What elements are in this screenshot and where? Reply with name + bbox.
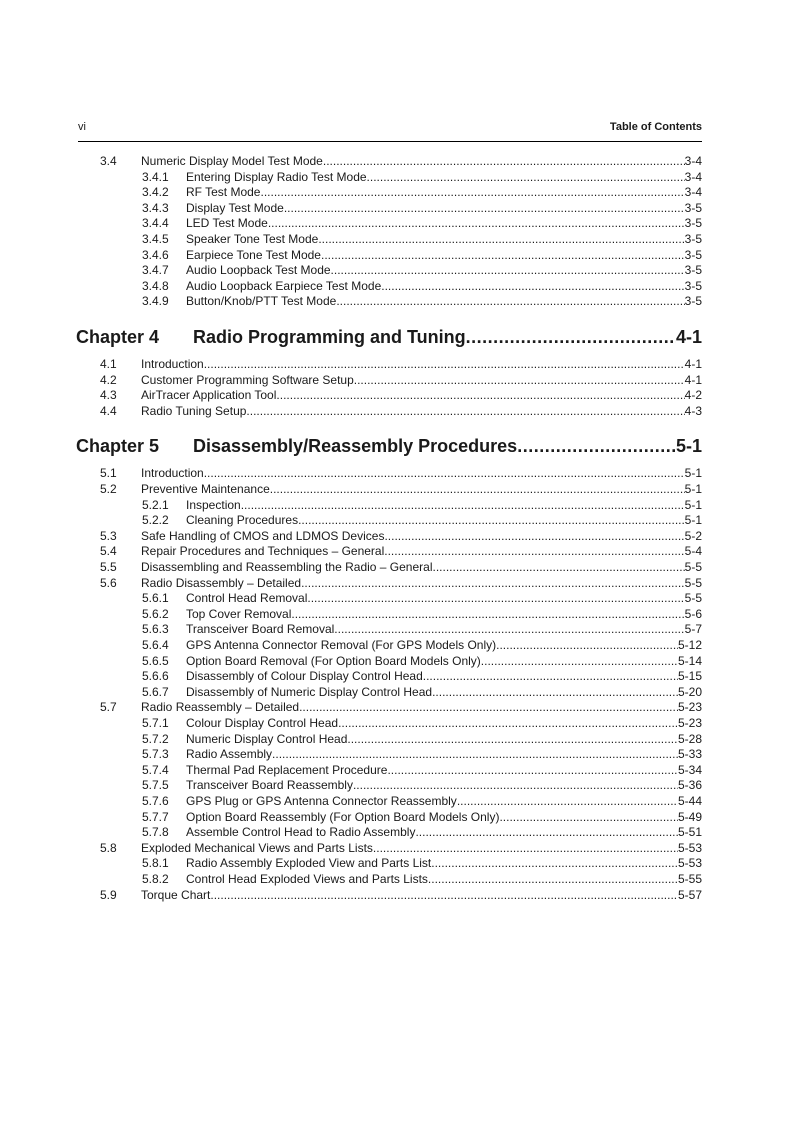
toc-subsection-entry[interactable] [0, 232, 793, 247]
section-title: Exploded Mechanical Views and Parts Lists [141, 840, 373, 855]
section-number: 5.2.2 [142, 513, 169, 528]
entry-line [186, 747, 702, 762]
section-page-number: 5-33 [677, 747, 702, 762]
toc-subsection-entry[interactable] [0, 732, 793, 747]
toc-subsection-entry[interactable] [0, 498, 793, 513]
dot-leader [336, 294, 684, 309]
entry-line [186, 248, 702, 263]
dot-leader [423, 669, 678, 684]
entry-line [186, 732, 702, 747]
dot-leader [347, 732, 678, 747]
dot-leader [301, 576, 685, 591]
toc-subsection-entry[interactable] [0, 763, 793, 778]
dot-leader [499, 810, 678, 825]
chapter-label: Chapter 4 [76, 327, 160, 347]
section-title: Torque Chart [141, 887, 211, 902]
section-title: Audio Loopback Test Mode [186, 263, 331, 278]
section-number: 3.4.4 [142, 216, 169, 231]
chapter-label: Chapter 5 [76, 436, 160, 457]
chapter-heading[interactable] [0, 326, 793, 348]
section-page-number: 5-49 [677, 809, 702, 824]
entry-line [186, 716, 702, 731]
section-title: Option Board Reassembly (For Option Board Models Only) [186, 809, 500, 824]
section-page-number: 5-5 [684, 591, 702, 606]
entry-line [141, 154, 702, 169]
section-page-number: 5-5 [684, 575, 702, 590]
dot-leader [210, 888, 678, 903]
toc-section-entry[interactable] [0, 888, 793, 903]
section-page-number: 5-20 [677, 684, 702, 699]
section-title: Radio Tuning Setup [141, 403, 247, 418]
section-number: 3.4.8 [142, 278, 169, 293]
entry-line [186, 685, 702, 700]
section-page-number: 3-5 [684, 232, 702, 246]
section-title: Introduction [141, 357, 204, 371]
dot-leader [432, 685, 678, 700]
section-page-number: 5-5 [684, 560, 702, 574]
section-title: Option Board Removal (For Option Board Models Only) [186, 653, 481, 668]
dot-leader [318, 232, 684, 247]
section-page-number: 5-14 [677, 653, 702, 668]
entry-line [141, 700, 702, 715]
section-number: 5.7.4 [142, 762, 169, 777]
section-title: Colour Display Control Head [186, 716, 339, 730]
section-page-number: 3-4 [684, 154, 702, 168]
dot-leader [496, 638, 678, 653]
section-number: 3.4.6 [142, 247, 169, 262]
section-title: Assemble Control Head to Radio Assembly [186, 825, 416, 840]
section-number: 4.1 [100, 357, 117, 371]
dot-leader [354, 373, 685, 388]
dot-leader [517, 435, 676, 457]
chapter-page-number: 5-1 [675, 436, 702, 457]
section-title: Cleaning Procedures [186, 513, 299, 528]
dot-leader [387, 763, 678, 778]
section-number: 5.2 [100, 482, 117, 496]
section-number: 3.4.2 [142, 185, 169, 200]
section-title: Disassembly of Colour Display Control Head [186, 669, 423, 684]
dot-leader [246, 404, 684, 419]
section-number: 4.3 [100, 388, 117, 403]
entry-line [141, 560, 702, 575]
dot-leader [307, 591, 684, 606]
entry-line [186, 232, 702, 247]
dot-leader [291, 607, 684, 622]
entry-line [186, 856, 702, 871]
entry-line [141, 388, 702, 403]
section-page-number: 5-1 [684, 497, 702, 512]
toc-subsection-entry[interactable] [0, 279, 793, 294]
section-number: 5.7.1 [142, 716, 169, 730]
section-page-number: 5-1 [684, 513, 702, 528]
dot-leader [284, 201, 685, 216]
section-page-number: 5-28 [677, 731, 702, 746]
section-title: LED Test Mode [186, 216, 268, 231]
entry-line [186, 513, 702, 528]
entry-line [186, 170, 702, 185]
chapter-entry [193, 326, 702, 348]
toc-subsection-entry[interactable] [0, 170, 793, 185]
chapter-heading[interactable] [0, 435, 793, 457]
page-number-label: vi [78, 121, 86, 133]
section-number: 3.4.1 [142, 169, 169, 184]
section-number: 5.7.3 [142, 747, 169, 762]
chapter-title: Disassembly/Reassembly Procedures [193, 436, 518, 457]
dot-leader [298, 513, 685, 528]
toc-subsection-entry[interactable] [0, 716, 793, 731]
entry-line [186, 263, 702, 278]
section-number: 5.5 [100, 560, 117, 574]
running-header-title: Table of Contents [609, 121, 702, 133]
entry-line [186, 872, 702, 887]
toc-subsection-entry[interactable] [0, 513, 793, 528]
section-page-number: 5-36 [677, 778, 702, 793]
section-title: Numeric Display Control Head [186, 731, 348, 746]
section-number: 3.4.3 [142, 200, 169, 215]
entry-line [186, 607, 702, 622]
entry-line [186, 669, 702, 684]
section-page-number: 4-1 [684, 357, 702, 371]
dot-leader [338, 716, 678, 731]
dot-leader [276, 388, 684, 403]
toc-subsection-entry[interactable] [0, 810, 793, 825]
dot-leader [384, 529, 684, 544]
dot-leader [367, 170, 685, 185]
toc-section-entry[interactable] [0, 576, 793, 591]
entry-line [186, 778, 702, 793]
section-title: Safe Handling of CMOS and LDMOS Devices [141, 528, 385, 543]
entry-line [186, 763, 702, 778]
entry-line [141, 576, 702, 591]
section-number: 5.6.1 [142, 591, 169, 606]
entry-line [141, 888, 702, 903]
dot-leader [204, 466, 685, 481]
section-title: Thermal Pad Replacement Procedure [186, 762, 388, 777]
section-number: 5.6.3 [142, 622, 169, 637]
section-page-number: 5-2 [684, 528, 702, 543]
section-page-number: 3-5 [684, 200, 702, 215]
toc-section-entry[interactable] [0, 388, 793, 403]
section-page-number: 3-5 [684, 278, 702, 293]
chapter-page-number: 4-1 [675, 327, 702, 347]
section-title: Top Cover Removal [186, 606, 292, 621]
section-number: 5.7 [100, 700, 117, 715]
chapter-entry [193, 435, 702, 457]
toc-subsection-entry[interactable] [0, 747, 793, 762]
section-title: Audio Loopback Earpiece Test Mode [186, 278, 382, 293]
entry-line [186, 216, 702, 231]
section-page-number: 3-5 [684, 216, 702, 231]
dot-leader [299, 700, 678, 715]
section-page-number: 4-1 [684, 372, 702, 387]
section-page-number: 5-15 [677, 669, 702, 684]
section-title: Disassembly of Numeric Display Control Head [186, 684, 433, 699]
entry-line [141, 357, 702, 372]
section-page-number: 4-2 [684, 388, 702, 403]
section-number: 5.8 [100, 840, 117, 855]
section-page-number: 5-34 [677, 762, 702, 777]
section-title: Control Head Removal [186, 591, 308, 606]
section-number: 4.4 [100, 403, 117, 418]
section-page-number: 5-12 [677, 638, 702, 652]
dot-leader [353, 778, 678, 793]
toc-section-entry[interactable] [0, 841, 793, 856]
section-number: 5.6.6 [142, 669, 169, 684]
section-number: 5.7.5 [142, 778, 169, 793]
toc-subsection-entry[interactable] [0, 669, 793, 684]
entry-line [141, 373, 702, 388]
dot-leader [323, 154, 685, 169]
toc-subsection-entry[interactable] [0, 856, 793, 871]
toc-subsection-entry[interactable] [0, 654, 793, 669]
section-number: 5.2.1 [142, 497, 169, 512]
section-number: 5.4 [100, 544, 117, 559]
dot-leader [270, 482, 685, 497]
toc-section-entry[interactable] [0, 700, 793, 715]
entry-line [141, 841, 702, 856]
toc-subsection-entry[interactable] [0, 638, 793, 653]
section-page-number: 4-3 [684, 403, 702, 418]
section-page-number: 3-4 [684, 169, 702, 184]
entry-line [141, 482, 702, 497]
toc-section-entry[interactable] [0, 373, 793, 388]
section-title: Customer Programming Software Setup [141, 372, 354, 387]
toc-section-entry[interactable] [0, 544, 793, 559]
toc-section-entry[interactable] [0, 482, 793, 497]
section-title: GPS Antenna Connector Removal (For GPS Models Only) [186, 638, 497, 652]
section-title: Introduction [141, 466, 204, 481]
section-page-number: 5-51 [677, 825, 702, 840]
dot-leader [433, 560, 685, 575]
toc-subsection-entry[interactable] [0, 216, 793, 231]
dot-leader [334, 622, 684, 637]
section-page-number: 3-5 [684, 263, 702, 278]
section-title: Display Test Mode [186, 200, 284, 215]
toc-subsection-entry[interactable] [0, 685, 793, 700]
dot-leader [241, 498, 685, 513]
section-page-number: 5-53 [677, 840, 702, 855]
dot-leader [331, 263, 685, 278]
section-number: 3.4.5 [142, 232, 169, 246]
entry-line [186, 591, 702, 606]
toc-section-entry[interactable] [0, 154, 793, 169]
toc-subsection-entry[interactable] [0, 825, 793, 840]
toc-section-entry[interactable] [0, 466, 793, 481]
section-page-number: 5-7 [684, 622, 702, 637]
section-number: 5.9 [100, 887, 117, 902]
section-number: 5.7.2 [142, 731, 169, 746]
toc-subsection-entry[interactable] [0, 591, 793, 606]
section-page-number: 5-23 [677, 700, 702, 715]
dot-leader [428, 872, 678, 887]
section-title: Control Head Exploded Views and Parts Lists [186, 872, 428, 886]
toc-subsection-entry[interactable] [0, 607, 793, 622]
section-number: 5.6.4 [142, 638, 169, 652]
section-number: 5.6 [100, 575, 117, 590]
entry-line [186, 810, 702, 825]
section-title: RF Test Mode [186, 185, 261, 200]
dot-leader [381, 279, 684, 294]
entry-line [186, 638, 702, 653]
section-page-number: 5-4 [684, 544, 702, 559]
section-page-number: 3-5 [684, 294, 702, 309]
dot-leader [466, 326, 676, 348]
section-page-number: 5-55 [677, 872, 702, 886]
section-number: 5.6.7 [142, 684, 169, 699]
section-title: Earpiece Tone Test Mode [186, 247, 321, 262]
section-page-number: 5-23 [677, 716, 702, 730]
toc-subsection-entry[interactable] [0, 778, 793, 793]
section-number: 5.6.5 [142, 653, 169, 668]
section-title: Preventive Maintenance [141, 482, 270, 496]
entry-line [186, 825, 702, 840]
section-title: Transceiver Board Reassembly [186, 778, 353, 793]
section-title: Transceiver Board Removal [186, 622, 335, 637]
section-page-number: 5-53 [677, 856, 702, 871]
dot-leader [457, 794, 678, 809]
dot-leader [384, 544, 684, 559]
section-page-number: 5-1 [684, 482, 702, 496]
toc-subsection-entry[interactable] [0, 201, 793, 216]
dot-leader [321, 248, 685, 263]
section-page-number: 5-6 [684, 606, 702, 621]
entry-line [186, 185, 702, 200]
dot-leader [272, 747, 678, 762]
section-title: Radio Assembly [186, 747, 273, 762]
section-title: GPS Plug or GPS Antenna Connector Reassembly [186, 794, 457, 808]
dot-leader [373, 841, 678, 856]
dot-leader [415, 825, 678, 840]
section-title: Button/Knob/PTT Test Mode [186, 294, 337, 309]
entry-line [186, 794, 702, 809]
toc-section-entry[interactable] [0, 529, 793, 544]
toc-subsection-entry[interactable] [0, 294, 793, 309]
toc-section-entry[interactable] [0, 357, 793, 372]
entry-line [186, 201, 702, 216]
entry-line [186, 279, 702, 294]
section-number: 3.4 [100, 154, 117, 168]
section-number: 5.8.2 [142, 872, 169, 886]
section-number: 5.7.6 [142, 794, 169, 808]
section-title: Radio Disassembly – Detailed [141, 575, 302, 590]
section-page-number: 3-5 [684, 247, 702, 262]
toc-subsection-entry[interactable] [0, 872, 793, 887]
section-title: Radio Assembly Exploded View and Parts List [186, 856, 432, 871]
entry-line [186, 498, 702, 513]
chapter-title: Radio Programming and Tuning [193, 327, 466, 347]
entry-line [186, 622, 702, 637]
toc-section-entry[interactable] [0, 560, 793, 575]
dot-leader [431, 856, 678, 871]
dot-leader [260, 185, 684, 200]
entry-line [186, 654, 702, 669]
entry-line [141, 466, 702, 481]
toc-subsection-entry[interactable] [0, 794, 793, 809]
toc-section-entry[interactable] [0, 404, 793, 419]
section-page-number: 5-44 [677, 794, 702, 808]
section-title: Speaker Tone Test Mode [186, 232, 319, 246]
entry-line [186, 294, 702, 309]
section-number: 3.4.7 [142, 263, 169, 278]
section-number: 5.7.7 [142, 809, 169, 824]
dot-leader [268, 216, 685, 231]
section-title: Inspection [186, 497, 241, 512]
entry-line [141, 529, 702, 544]
dot-leader [204, 357, 685, 372]
section-number: 5.8.1 [142, 856, 169, 871]
entry-line [141, 544, 702, 559]
section-number: 3.4.9 [142, 294, 169, 309]
section-title: Disassembling and Reassembling the Radio – General [141, 560, 433, 574]
dot-leader [481, 654, 678, 669]
section-number: 5.3 [100, 528, 117, 543]
section-page-number: 3-4 [684, 185, 702, 200]
toc-subsection-entry[interactable] [0, 263, 793, 278]
section-title: Entering Display Radio Test Mode [186, 169, 367, 184]
section-number: 5.1 [100, 466, 117, 481]
section-title: Numeric Display Model Test Mode [141, 154, 323, 168]
section-title: Radio Reassembly – Detailed [141, 700, 300, 715]
toc-subsection-entry[interactable] [0, 248, 793, 263]
section-number: 4.2 [100, 372, 117, 387]
section-page-number: 5-1 [684, 466, 702, 481]
section-title: Repair Procedures and Techniques – General [141, 544, 385, 559]
section-page-number: 5-57 [677, 887, 702, 902]
section-title: AirTracer Application Tool [141, 388, 277, 403]
section-number: 5.7.8 [142, 825, 169, 840]
toc-subsection-entry[interactable] [0, 622, 793, 637]
entry-line [141, 404, 702, 419]
section-number: 5.6.2 [142, 606, 169, 621]
toc-subsection-entry[interactable] [0, 185, 793, 200]
